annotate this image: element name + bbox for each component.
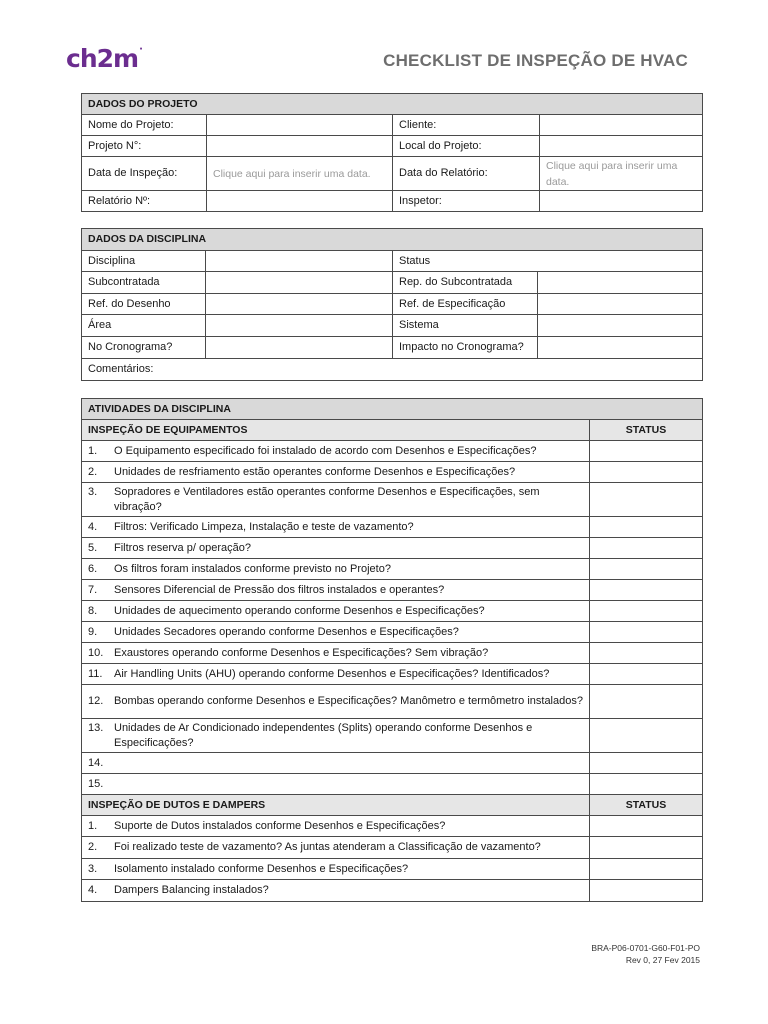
document-footer — [591, 942, 700, 966]
checklist-row — [82, 538, 703, 559]
checklist-row — [82, 837, 703, 859]
item-status-field[interactable] — [590, 517, 703, 538]
checklist-item — [82, 664, 590, 685]
item-number: 4. — [88, 884, 98, 896]
checklist-row — [82, 685, 703, 719]
item-text: Filtros: Verificado Limpeza, Instalação e teste de vazamento? — [114, 520, 414, 533]
checklist-row — [82, 441, 703, 462]
checklist-row — [82, 816, 703, 837]
checklist-row — [82, 719, 703, 753]
client-label: Cliente: — [393, 115, 540, 136]
checklist-item — [82, 685, 590, 719]
item-number: 14. — [88, 756, 104, 769]
checklist-row — [82, 753, 703, 774]
item-status-field[interactable] — [590, 538, 703, 559]
document-title: CHECKLIST DE INSPEÇÃO DE HVAC — [383, 51, 688, 70]
checklist-item — [82, 462, 590, 483]
project-number-label: Projeto N°: — [82, 136, 207, 157]
checklist-row — [82, 517, 703, 538]
project-data-heading: DADOS DO PROJETO — [82, 94, 703, 115]
discipline-data-heading: DADOS DA DISCIPLINA — [82, 229, 703, 251]
checklist-item — [82, 719, 590, 753]
item-text: Bombas operando conforme Desenhos e Especificações? Manômetro e termômetro instalados? — [114, 695, 583, 707]
checklist-item — [82, 538, 590, 559]
client-field[interactable] — [540, 115, 703, 136]
item-text: Isolamento instalado conforme Desenhos e Especificações? — [114, 862, 409, 875]
item-text: Sensores Diferencial de Pressão dos filtros instalados e operantes? — [114, 583, 445, 596]
item-text: Dampers Balancing instalados? — [114, 884, 269, 896]
document-revision: Rev 0, 27 Fev 2015 — [625, 955, 700, 965]
item-text — [114, 756, 583, 771]
checklist-item — [82, 816, 590, 837]
checklist-row — [82, 601, 703, 622]
checklist-row — [82, 462, 703, 483]
item-number: 2. — [88, 465, 98, 478]
drawing-ref-label: Ref. do Desenho — [82, 294, 206, 315]
item-status-field[interactable] — [590, 664, 703, 685]
inspector-label: Inspetor: — [393, 191, 540, 212]
item-text: O Equipamento especificado foi instalado de acordo com Desenhos e Especificações? — [114, 444, 537, 457]
checklist-row — [82, 774, 703, 795]
schedule-field[interactable] — [206, 337, 393, 359]
checklist-item — [82, 441, 590, 462]
checklist-item — [82, 601, 590, 622]
checklist-row — [82, 483, 703, 517]
checklist-row — [82, 580, 703, 601]
schedule-impact-label: Impacto no Cronograma? — [393, 337, 538, 359]
item-text: Unidades de Ar Condicionado independentes (Splits) operando conforme Desenhos e Especificações? — [114, 721, 533, 749]
checklist-item — [82, 580, 590, 601]
subcontractor-rep-field[interactable] — [538, 272, 703, 294]
activities-table — [81, 398, 703, 902]
item-status-field[interactable] — [590, 601, 703, 622]
item-number: 15. — [88, 777, 104, 790]
subcontractor-field[interactable] — [206, 272, 393, 294]
report-date-label: Data do Relatório: — [393, 157, 540, 191]
item-text: Sopradores e Ventiladores estão operantes conforme Desenhos e Especificações, sem vibração? — [114, 485, 540, 513]
item-status-field[interactable] — [590, 774, 703, 795]
item-number: 13. — [88, 721, 104, 734]
item-status-field[interactable] — [590, 643, 703, 664]
area-label: Área — [82, 315, 206, 337]
discipline-field[interactable] — [206, 251, 393, 272]
area-field[interactable] — [206, 315, 393, 337]
item-status-field[interactable] — [590, 719, 703, 753]
project-name-label: Nome do Projeto: — [82, 115, 207, 136]
system-label: Sistema — [393, 315, 538, 337]
checklist-item — [82, 774, 590, 795]
checklist-row — [82, 559, 703, 580]
spec-ref-field[interactable] — [538, 294, 703, 315]
item-status-field[interactable] — [590, 441, 703, 462]
item-number: 9. — [88, 625, 98, 638]
schedule-label: No Cronograma? — [82, 337, 206, 359]
item-text: Unidades de resfriamento estão operantes conforme Desenhos e Especificações? — [114, 465, 516, 478]
checklist-row — [82, 880, 703, 902]
item-number: 3. — [88, 862, 98, 875]
inspection-date-label: Data de Inspeção: — [82, 157, 207, 191]
item-text: Filtros reserva p/ operação? — [114, 541, 251, 554]
activities-heading: ATIVIDADES DA DISCIPLINA — [82, 399, 703, 420]
item-text: Air Handling Units (AHU) operando conforme Desenhos e Especificações? Identificados? — [114, 667, 550, 680]
status-label: Status — [393, 251, 703, 272]
checklist-item — [82, 622, 590, 643]
item-text: Unidades de aquecimento operando conforme Desenhos e Especificações? — [114, 604, 485, 617]
item-number: 5. — [88, 541, 98, 554]
inspection-date-picker[interactable]: Clique aqui para inserir uma data. — [207, 157, 393, 191]
item-number: 8. — [88, 604, 98, 617]
subcontractor-rep-label: Rep. do Subcontratada — [393, 272, 538, 294]
item-status-field[interactable] — [590, 880, 703, 902]
item-number: 10. — [88, 646, 104, 659]
checklist-item — [82, 559, 590, 580]
checklist-item — [82, 880, 590, 902]
project-location-field[interactable] — [540, 136, 703, 157]
report-number-label: Relatório Nº: — [82, 191, 207, 212]
item-number: 1. — [88, 819, 98, 832]
item-status-field[interactable] — [590, 859, 703, 880]
item-text: Foi realizado teste de vazamento? As juntas atenderam a Classificação de vazamento? — [114, 841, 541, 853]
company-logo: ch2m· — [66, 44, 142, 73]
item-number: 11. — [88, 667, 103, 680]
system-field[interactable] — [538, 315, 703, 337]
item-text — [114, 777, 583, 792]
item-status-field[interactable] — [590, 753, 703, 774]
item-text: Suporte de Dutos instalados conforme Desenhos e Especificações? — [114, 819, 446, 832]
item-status-field[interactable] — [590, 685, 703, 719]
item-status-field[interactable] — [590, 559, 703, 580]
item-status-field[interactable] — [590, 462, 703, 483]
checklist-row — [82, 643, 703, 664]
ducts-inspection-heading: INSPEÇÃO DE DUTOS E DAMPERS — [82, 795, 590, 816]
comments-label: Comentários: — [88, 363, 154, 375]
item-number: 12. — [88, 695, 104, 707]
item-text: Os filtros foram instalados conforme previsto no Projeto? — [114, 562, 391, 575]
checklist-row — [82, 622, 703, 643]
checklist-row — [82, 664, 703, 685]
item-number: 2. — [88, 841, 98, 853]
item-text: Unidades Secadores operando conforme Desenhos e Especificações? — [114, 625, 459, 638]
item-number: 6. — [88, 562, 98, 575]
checklist-item — [82, 859, 590, 880]
report-number-field[interactable] — [207, 191, 393, 212]
item-status-field[interactable] — [590, 483, 703, 517]
comments-field[interactable] — [82, 359, 703, 381]
report-date-picker[interactable]: Clique aqui para inserir uma data. — [540, 157, 703, 191]
subcontractor-label: Subcontratada — [82, 272, 206, 294]
item-status-field[interactable] — [590, 837, 703, 859]
checklist-item — [82, 517, 590, 538]
item-status-field[interactable] — [590, 622, 703, 643]
item-number: 1. — [88, 444, 98, 457]
document-code: BRA-P06-0701-G60-F01-PO — [591, 943, 700, 953]
item-number: 3. — [88, 485, 98, 498]
project-name-field[interactable] — [207, 115, 393, 136]
item-text: Exaustores operando conforme Desenhos e Especificações? Sem vibração? — [114, 646, 489, 659]
item-status-field[interactable] — [590, 816, 703, 837]
item-number: 7. — [88, 583, 98, 596]
inspector-field[interactable] — [540, 191, 703, 212]
checklist-item — [82, 483, 590, 517]
drawing-ref-field[interactable] — [206, 294, 393, 315]
spec-ref-label: Ref. de Especificação — [393, 294, 538, 315]
schedule-impact-field[interactable] — [538, 337, 703, 359]
equipment-status-heading: STATUS — [590, 420, 703, 441]
discipline-label: Disciplina — [82, 251, 206, 272]
project-number-field[interactable] — [207, 136, 393, 157]
project-location-label: Local do Projeto: — [393, 136, 540, 157]
discipline-data-table — [81, 228, 703, 381]
equipment-inspection-heading: INSPEÇÃO DE EQUIPAMENTOS — [82, 420, 590, 441]
ducts-status-heading: STATUS — [590, 795, 703, 816]
checklist-item — [82, 753, 590, 774]
item-number: 4. — [88, 520, 98, 533]
item-status-field[interactable] — [590, 580, 703, 601]
checklist-row — [82, 859, 703, 880]
checklist-item — [82, 643, 590, 664]
project-data-table — [81, 93, 703, 212]
checklist-item — [82, 837, 590, 859]
